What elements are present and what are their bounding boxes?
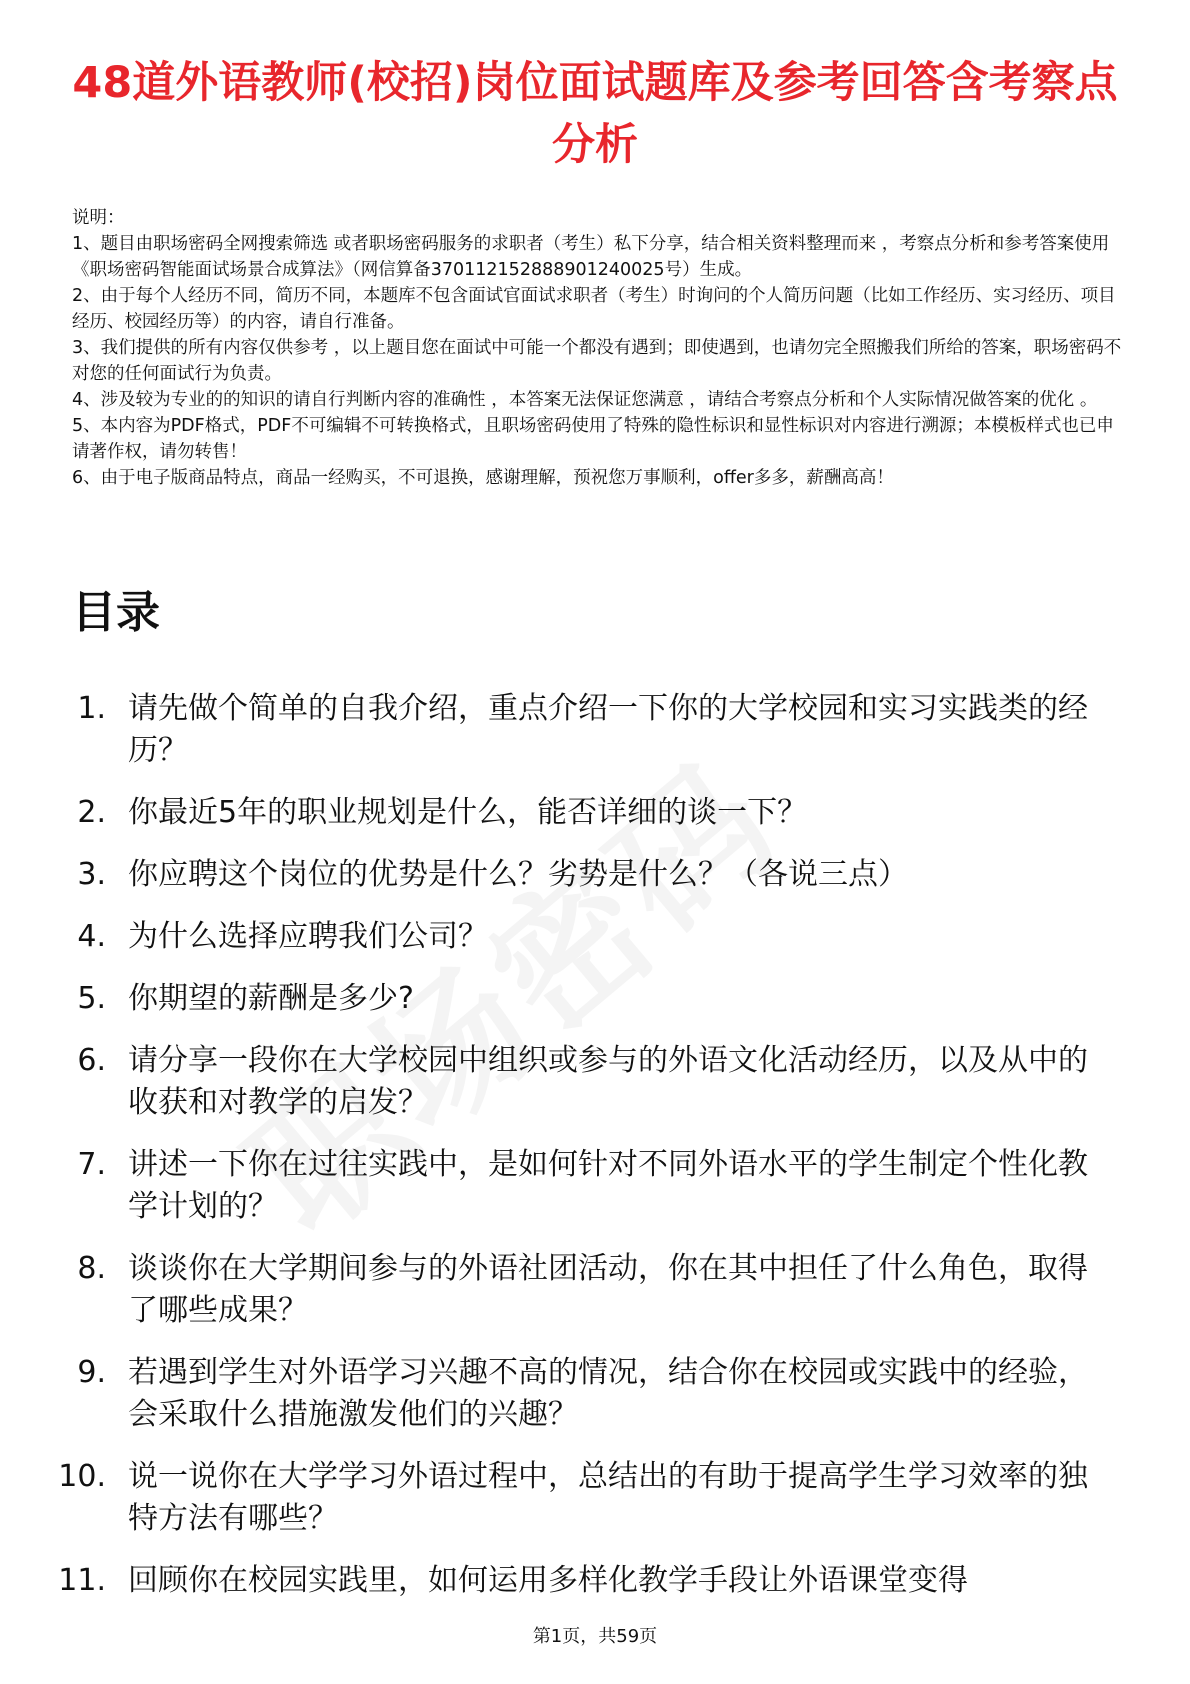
toc-list [0, 688, 1190, 1622]
toc-item-number: 5. [77, 981, 106, 1016]
note-item: 1、题目由职场密码全网搜索筛选 或者职场密码服务的求职者（考生）私下分享，结合相关资料整理而来 ，考察点分析和参考答案使用《职场密码智能面试场景合成算法》（网信算备370112152888901240025号）生成。 [72, 234, 1110, 280]
toc-item-text: 请先做个简单的自我介绍，重点介绍一下你的大学校园和实习实践类的经历？ [128, 691, 1088, 768]
toc-item-number: 11. [58, 1563, 106, 1598]
toc-item-number: 10. [58, 1459, 106, 1494]
toc-item-number: 6. [77, 1043, 106, 1078]
note-item: 3、我们提供的所有内容仅供参考 ，以上题目您在面试中可能一个都没有遇到；即使遇到，也请勿完全照搬我们所给的答案，职场密码不对您的任何面试行为负责。 [72, 338, 1122, 384]
toc-item-number: 2. [77, 795, 106, 830]
toc-item-number: 1. [77, 691, 106, 726]
document-title: 48道外语教师(校招)岗位面试题库及参考回答含考察点分析 [72, 58, 1118, 170]
toc-item-text: 你最近5年的职业规划是什么，能否详细的谈一下？ [128, 795, 808, 830]
toc-item[interactable] [0, 1248, 1190, 1332]
toc-item-text: 讲述一下你在过往实践中，是如何针对不同外语水平的学生制定个性化教学计划的？ [128, 1147, 1088, 1224]
toc-item-number: 3. [77, 857, 106, 892]
toc-item[interactable] [0, 1560, 1190, 1602]
toc-item-number: 9. [77, 1355, 106, 1390]
toc-item[interactable] [0, 1144, 1190, 1228]
toc-heading: 目录 [72, 587, 160, 638]
toc-item[interactable] [0, 1352, 1190, 1436]
toc-item[interactable] [0, 688, 1190, 772]
toc-item[interactable] [0, 1040, 1190, 1124]
toc-item[interactable] [0, 1456, 1190, 1540]
toc-item[interactable] [0, 792, 1190, 834]
toc-item-number: 7. [77, 1147, 106, 1182]
toc-item[interactable] [0, 916, 1190, 958]
page-footer: 第1页，共59页 [532, 1626, 658, 1647]
note-item: 5、本内容为PDF格式，PDF不可编辑不可转换格式，且职场密码使用了特殊的隐性标识和显性标识对内容进行溯源；本模板样式也已申请著作权，请勿转售！ [72, 416, 1114, 462]
toc-item-text: 你应聘这个岗位的优势是什么？劣势是什么？（各说三点） [128, 857, 908, 892]
toc-item-text: 说一说你在大学学习外语过程中，总结出的有助于提高学生学习效率的独特方法有哪些？ [128, 1459, 1088, 1536]
toc-item-number: 8. [77, 1251, 106, 1286]
note-item: 6、由于电子版商品特点，商品一经购买，不可退换，感谢理解，预祝您万事顺利，offer多多，薪酬高高！ [72, 468, 894, 488]
toc-item-text: 谈谈你在大学期间参与的外语社团活动，你在其中担任了什么角色，取得了哪些成果？ [128, 1251, 1088, 1328]
toc-item-number: 4. [77, 919, 106, 954]
toc-item-text: 你期望的薪酬是多少? [128, 981, 414, 1016]
toc-item[interactable] [0, 978, 1190, 1020]
notes-label: 说明： [72, 208, 125, 228]
note-item: 4、涉及较为专业的的知识的请自行判断内容的准确性 ，本答案无法保证您满意 ，请结合考察点分析和个人实际情况做答案的优化 。 [72, 390, 1098, 410]
toc-item-text: 为什么选择应聘我们公司？ [128, 919, 488, 954]
toc-item[interactable] [0, 854, 1190, 896]
toc-item-text: 若遇到学生对外语学习兴趣不高的情况，结合你在校园或实践中的经验，会采取什么措施激发他们的兴趣？ [128, 1355, 1088, 1432]
note-item: 2、由于每个人经历不同，简历不同，本题库不包含面试官面试求职者（考生）时询问的个人简历问题（比如工作经历、实习经历、项目经历、校园经历等）的内容，请自行准备。 [72, 286, 1116, 332]
notes-section [72, 205, 1122, 491]
toc-item-text: 回顾你在校园实践里，如何运用多样化教学手段让外语课堂变得 [128, 1563, 968, 1598]
toc-item-text: 请分享一段你在大学校园中组织或参与的外语文化活动经历，以及从中的收获和对教学的启发？ [128, 1043, 1088, 1120]
